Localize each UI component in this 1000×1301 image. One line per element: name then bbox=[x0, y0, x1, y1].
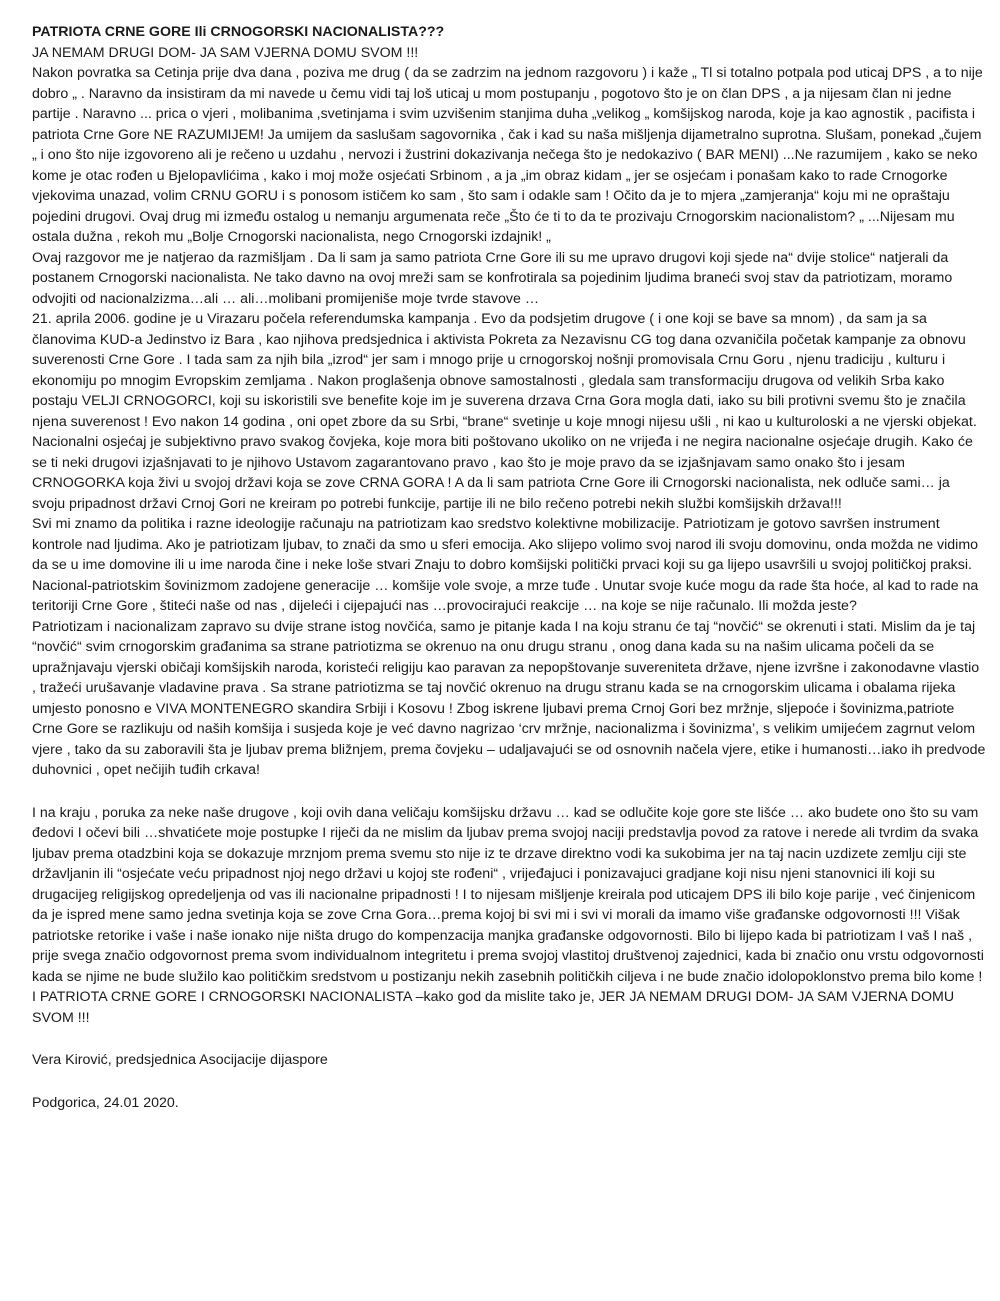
paragraph-2: Ovaj razgovor me je natjerao da razmišljam . Da li sam ja samo patriota Crne Gore ili su me upravo drugovi koji sjede na“ dvije stolice“ natjerali da postanem Crnogorski nacionalista. Ne tako davno na ovoj mreži sam se konfrotirala sa pojedinim ljudima braneći svoj stav da patriotizam, moramo odvojiti od nacionalzizma…ali … ali…molibani promijeniše moje tvrde stavove … bbox=[32, 249, 953, 307]
paragraph-1: Nakon povratka sa Cetinja prije dva dana , poziva me drug ( da se zadrzim na jednom razgovoru ) i kaže „ Tl si totalno potpala pod uticaj DPS , a to nije dobro „ . Naravno da insistiram da mi navede u čemu vidi taj loš uticaj u mom postupanju , pogotovo što je on član DPS , a ja nijesam član ni jedne partije . Naravno ... prica o vjeri , molibanima ,svetinjama i svim uzvišenim stanjima duha „velikog „ komšijskog naroda, koje ja kao agnostik , pacifista i patriota Crne Gore NE RAZUMIJEM! Ja umijem da saslušam sagovornika , čak i kad su naša mišljenja dijametralno suprotna. Slušam, ponekad „čujem „ i ono što nije izgovoreno ali je rečeno u uzdahu , nervozi i žustrini dokazivanja nečega što je nedokazivo ( BAR MENI) ...Ne razumijem , kako se neko kome je otac rođen u Bjelopavlićima , kako i moj može osjećati Srbinom , a ja „im obraz kidam „ jer se osjećam i ponašam kako to rade Crnogorke vjekovima unazad, volim CRNU GORU i s ponosom ističem ko sam , što sam i odakle sam ! Očito da je to mjera „zamjeranja“ koju mi ne opraštaju pojedini drugovi. Ovaj drug mi između ostalog u nemanju argumenata reče „Što će ti to da te prozivaju Crnogorskim nacionalistom? „ ...Nijesam mu ostala dužna , rekoh mu „Bolje Crnogorski nacionalista, nego Crnogorski izdajnik! „ bbox=[32, 65, 983, 245]
paragraph-5: Svi mi znamo da politika i razne ideologije računaju na patriotizam kao sredstvo kolektivne mobilizacije. Patriotizam je gotovo savršen instrument kontrole nad ljudima. Ako je patriotizam ljubav, to znači da smo u sferi emocija. Ako slijepo volimo svoj narod ili svoju domovinu, onda možda ne vidimo da se u ime domovine ili u ime naroda čine i neke loše stvari Znaju to dobro komšijski politički prvaci koji su ga lijepo usavršili u svojoj političkoj praksi. Nacional-patriotskim šovinizmom zadojene generacije … komšije vole svoje, a mrze tuđe . Unutar svoje kuće mogu da rade šta hoće, al kad to rade na teritoriji Crne Gore , štiteći naše od nas , dijeleći i cijepajući nas …provocirajući reakcije … na koje se nije računalo. Ili možda jeste? bbox=[32, 516, 979, 614]
paragraph-3: 21. aprila 2006. godine je u Virazaru počela referendumska kampanja . Evo da podsjetim drugove ( i one koji se bave sa mnom) , da sam ja sa članovima KUD-a Jedinstvo iz Bara , kao njihova predsjednica i aktivista Pokreta za Nezavisnu CG tog dana ozvaničila početak kampanje za obnovu suverenosti Crne Gore . I tada sam za njih bila „izrod“ jer sam i mnogo prije u crnogorskoj nošnji promovisala Crnu Goru , njenu tradiciju , kulturu i ekonomiju po mnogim Evropskim zemljama . Nakon proglašenja obnove samostalnosti , gledala sam transformaciju drugova od velikih Srba kako postaju VELJI CRNOGORCI, koji su iskoristili sve benefite koje im je suverena drzava Crna Gora mogla dati, iako su bili protivni svemu što je značila njena suverenost ! Evo nakon 14 godina , oni opet zbore da su Srbi, “brane“ svetinje u koje mnogi nijesu ušli , ni kao u kulturoloski a ne vjerski objekat. bbox=[32, 311, 977, 430]
place-date: Podgorica, 24.01 2020. bbox=[32, 1094, 179, 1111]
paragraph-6: Patriotizam i nacionalizam zapravo su dvije strane istog novčića, samo je pitanje kada I na koju stranu će taj “novčić“ se okrenuti i stati. Mislim da je taj “novčić“ svim crnogorskim građanima sa strane patriotizma se okrenuo na onu drugu stranu , onog dana kada su na našim ulicama počeli da se upražnjavaju vjerski običaji komšijskih naroda, koristeći religiju kao paravan za nepopštovanje suvereniteta države, njene izvršne i zakonodavne vlastio , tražeći urušavanje vladavine prava . Sa strane patriotizma se taj novčić okrenuo na drugu stranu kada se na crnogorskim ulicama i obalama rijeka umjesto ponosno e VIVA MONTENEGRO skandira Srbiji i Kosovu ! Zbog iskrene ljubavi prema Crnoj Gori bez mržnje, sljepoće i šovinizma,patriote Crne Gore se razlikuju od naših komšija i susjeda koje je već davno nagrizao ‘crv mržnje, nacionalizma i šovinizma’, s velikim umijećem zagrnut velom vjere , tako da su zaboravili šta je ljubav prema bližnjem, prema čovjeku – udaljavajući se od osnovnih načela vjere, etike i humanosti…iako ih predvode duhovnici , opet nečijih tuđih crkava! bbox=[32, 618, 986, 778]
document-subtitle: JA NEMAM DRUGI DOM- JA SAM VJERNA DOMU SVOM !!! bbox=[32, 44, 419, 61]
paragraph-7: I na kraju , poruka za neke naše drugove , koji ovih dana veličaju komšijsku državu … kad se odlučite koje gore ste lišće … ako budete ono što su vam đedovi I očevi bili …shvatićete moje postupke I riječi da ne mislim da ljubav prema svojoj naciji predstavlja povod za ratove i nerede ali tvrdim da svaka ljubav prema otadzbini koja se dokazuje mrznjom prema svemu sto nije iz te drzave direktno vodi ka sukobima jer na taj nacin uzdizete zemlju ciji ste državljanin ili “osjećate veću pripadnost njoj nego državi u kojoj ste rođeni“ , vrijeđajuci i ponizavajuci gradjane koji nisu njeni stanovnici ili koji su drugacijeg religijskog opredeljenja od vas ili nacionalne pripadnosti ! I to nijesam mišljenje kreirala pod uticajem DPS ili bilo koje parije , već činjenicom da je ispred mene samo jedna svetinja koja se zove Crna Gora…prema kojoj bi svi mi i svi vi morali da imamo više građanske odgovornosti !!! Višak patriotske retorike i vaše i naše ionako nije ništa drugo do kompenzacija manjka građanske odgovornosti. Bilo bi lijepo kada bi patriotizam I vaš I naš , prije svega značio odgovornost prema svom individualnom integritetu i prema svojoj vlastitoj društvenoj zajednici, kada bi značio onu vrstu odgovornosti kada se njime ne bude služilo kao političkim sredstvom u postizanju nekih zasebnih političkih ciljeva i ne bude značio idolopoklonstvo prema bilo kome ! bbox=[32, 804, 984, 985]
paragraph-spacer bbox=[32, 781, 986, 803]
paragraph-4: Nacionalni osjećaj je subjektivno pravo svakog čovjeka, koje mora biti poštovano ukoliko on ne vrijeđa i ne negira nacionalne osjećaje drugih. Kako će se ti neki drugovi izjašnjavati to je njihovo Ustavom zagarantovano pravo , kao što je moje pravo da se izjašnjavam samo onako što i jesam CRNOGORKA koja živi u svojoj državi koja se zove CRNA GORA ! A da li sam patriota Crne Gore ili Crnogorski nacionalista, nek odluče sami… ja svoju pripadnost državi Crnoj Gori ne kreiram po potrebi funkcije, partije ili ne bilo rečeno potrebi nekih službi komšijskih država!!! bbox=[32, 434, 973, 512]
document-title: PATRIOTA CRNE GORE Ili CRNOGORSKI NACIONALISTA??? bbox=[32, 24, 445, 40]
signature: Vera Kirović, predsjednica Asocijacije dijaspore bbox=[32, 1052, 328, 1068]
closing-statement: I PATRIOTA CRNE GORE I CRNOGORSKI NACIONALISTA –kako god da mislite tako je, JER JA NEMAM DRUGI DOM- JA SAM VJERNA DOMU SVOM !!! bbox=[32, 989, 955, 1026]
